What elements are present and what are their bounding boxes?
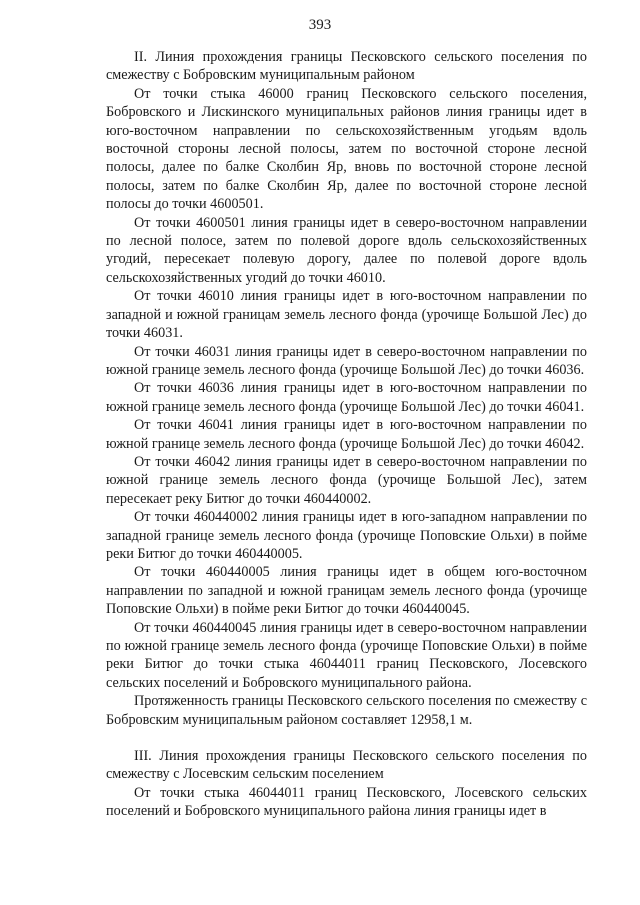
paragraph: От точки 4600501 линия границы идет в северо-восточном направлении по лесной полосе, затем по полевой дороге вдоль сельскохозяйственных угодий, пересекает полевую дорогу, далее по полевой дороге вдоль сельскохозяйственных угодий до точки 46010. <box>106 214 587 286</box>
paragraph-boundary-length: Протяженность границы Песковского сельского поселения по смежеству с Бобровским муниципальным районом составляет 12958,1 м. <box>106 693 587 728</box>
paragraph: От точки стыка 46000 границ Песковского сельского поселения, Бобровского и Лискинского муниципальных районов линия границы идет в юго-восточном направлении по сельскохозяйственным угодьям вдоль восточной стороны лесной полосы, затем по восточной стороне лесной полосы, далее по балке Сколбин Яр, вновь по восточной стороне лесной полосы, затем по балке Сколбин Яр, далее по восточной стороне лесной полосы до точки 4600501. <box>106 85 587 213</box>
paragraph: От точки 460440005 линия границы идет в общем юго-восточном направлении по западной и южной границам земель лесного фонда (урочище Поповские Ольхи) в пойме реки Битюг до точки 460440045. <box>106 564 587 618</box>
section-heading-3: III. Линия прохождения границы Песковского сельского поселения по смежеству с Лосевским сельским поселением <box>106 748 587 783</box>
paragraph: От точки 460440002 линия границы идет в юго-западном направлении по западной границе земель лесного фонда (урочище Поповские Ольхи) в пойме реки Битюг до точки 460440005. <box>106 509 587 562</box>
paragraph: От точки 46042 линия границы идет в северо-восточном направлении по южной границе земель лесного фонда (урочище Большой Лес), затем пересекает реку Битюг до точки 460440002. <box>106 453 587 507</box>
paragraph: От точки 46041 линия границы идет в юго-восточном направлении по южной границе земель лесного фонда (урочище Большой Лес) до точки 46042. <box>106 417 587 452</box>
paragraph: От точки 46031 линия границы идет в северо-восточном направлении по южной границе земель лесного фонда (урочище Большой Лес) до точки 46036. <box>106 343 587 378</box>
section-heading-2: II. Линия прохождения границы Песковского сельского поселения по смежеству с Бобровским муниципальным районом <box>106 49 587 84</box>
page-number: 393 <box>308 17 332 33</box>
paragraph: От точки 46010 линия границы идет в юго-восточном направлении по западной и южной границам земель лесного фонда (урочище Большой Лес) до точки 46031. <box>106 288 587 342</box>
paragraph: От точки стыка 46044011 границ Песковского, Лосевского сельских поселений и Бобровского муниципального района линия границы идет в <box>106 784 587 820</box>
paragraph: От точки 46036 линия границы идет в юго-восточном направлении по южной границе земель лесного фонда (урочище Большой Лес) до точки 46041. <box>106 380 587 415</box>
paragraph: От точки 460440045 линия границы идет в северо-восточном направлении по южной границе земель лесного фонда (урочище Поповские Ольхи) в пойме реки Битюг до точки стыка 46044011 границ Песковского, Лосевского сельских поселений и Бобровского муниципального района. <box>106 619 587 691</box>
document-body <box>106 48 587 821</box>
